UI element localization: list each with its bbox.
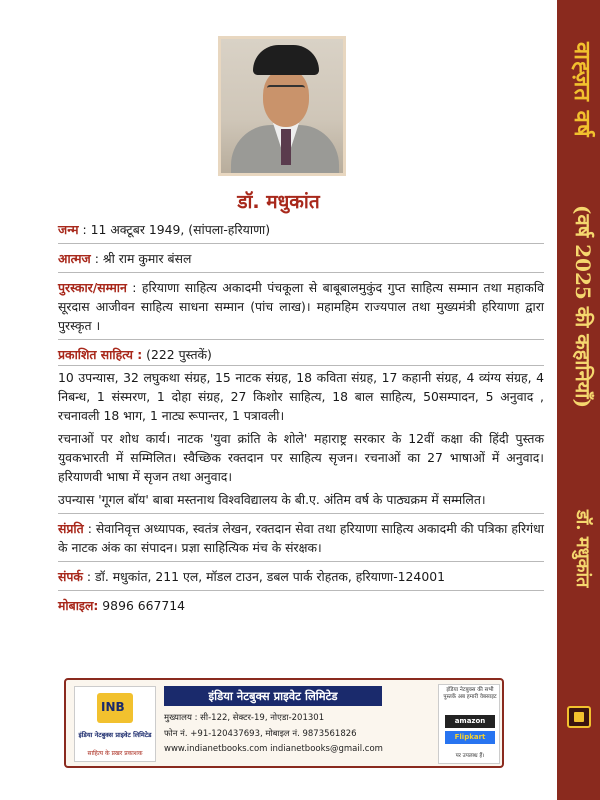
published-list: 10 उपन्यास, 32 लघुकथा संग्रह, 15 नाटक संग्रह, 18 कविता संग्रह, 17 कहानी संग्रह, 4 व्यंग्य संग्रह, 4 निबन्ध, 1 संस्मरण, 1 दोहा संग्रह, 27 किशोर साहित्य, 18 बाल साहित्य, 50सम्पादन, 5 अनुवाद , रचनावली 18 भाग, 1 नाट्य रूपान्तर, 1 पत्रावली। — [58, 370, 544, 423]
novel-paragraph: उपन्यास 'गूगल बॉय' बाबा मस्तनाथ विश्वविद्यालय के बी.ए. अंतिम वर्ष के पाठ्यक्रम में सम्मलित। — [58, 492, 486, 507]
divider — [58, 365, 544, 366]
author-bio — [58, 220, 544, 619]
book-logo-icon — [97, 693, 133, 723]
flipkart-logo: Flipkart — [445, 731, 495, 744]
publisher-logo: INB इंडिया नेटबुक्स प्राइवेट लिमिटेड साहित्य के प्रखर प्रकाशक — [74, 686, 156, 762]
divider — [58, 272, 544, 273]
contact-line: संपर्क : डॉ. मधुकांत, 211 एल, मॉडल टाउन, डबल पार्क रोहतक, हरियाणा-124001 — [58, 569, 445, 584]
store-badge: इंडिया नेटबुक्स की सभी पुस्तकें अब हमारी वेबसाइट amazon Flipkart पर उपलब्ध हैं। — [438, 684, 500, 764]
author-name: डॉ. मधुकांत — [237, 191, 320, 213]
current-line: संप्रति : सेवानिवृत्त अध्यापक, स्वतंत्र लेखन, रक्तदान सेवा तथा हरियाणा साहित्य अकादमी की पत्रिका हरिगंधा के नाटक अंक का संपादन। प्रज्ञा साहित्यिक मंच के संरक्षक। — [58, 521, 544, 555]
birth-line: जन्म : 11 अक्टूबर 1949, (सांपला-हरियाणा) — [58, 222, 271, 237]
author-photo — [218, 36, 346, 176]
publisher-box — [64, 678, 504, 768]
publisher-logo-icon — [567, 706, 591, 728]
spine-author: डॉ. मधुकांत — [572, 510, 593, 588]
publisher-name: इंडिया नेटबुक्स प्राइवेट लिमिटेड — [164, 686, 382, 706]
amazon-logo: amazon — [445, 715, 495, 728]
spine-subtitle: (वर्ष 2025 की कहानियाँ) — [571, 205, 595, 408]
spine-title: वाह्ज़त वर्ष — [569, 42, 595, 138]
parent-line: आत्मज : श्री राम कुमार बंसल — [58, 251, 192, 266]
awards-line: पुरस्कार/सम्मान : हरियाणा साहित्य अकादमी पंचकूला से बाबूबालमुकुंद गुप्त साहित्य सम्मान तथा महाकवि सूरदास आजीवन साहित्य साधना सम्मान (पांच लाख)। महामहिम राज्यपाल तथा मुख्यमंत्री हरियाणा द्वारा पुरस्कृत । — [58, 280, 544, 333]
divider — [58, 243, 544, 244]
divider — [58, 561, 544, 562]
divider — [58, 590, 544, 591]
publisher-phone: फोन नं. +91-120437693, मोबाइल नं. 9873561826 — [164, 729, 357, 739]
research-paragraph: रचनाओं पर शोध कार्य। नाटक 'युवा क्रांति के शोले' महाराष्ट्र सरकार के 12वीं कक्षा की हिंदी पुस्तक युवकभारती में सम्मिलित। स्वैच्छिक रक्तदान पर साहित्य सृजन। रचनाओं का 27 भाषाओं में अनुवाद। हरियाणवी भाषा में सृजन तथा अनुवाद। — [58, 431, 544, 484]
divider — [58, 339, 544, 340]
book-spine — [557, 0, 600, 800]
divider — [58, 513, 544, 514]
published-heading: प्रकाशित साहित्य : (222 पुस्तकें) — [58, 347, 212, 362]
mobile-line: मोबाइल: 9896 667714 — [58, 598, 186, 613]
publisher-address: मुख्यालय : सी-122, सेक्टर-19, नोएडा-201301 — [164, 713, 325, 723]
publisher-web: www.indianetbooks.com indianetbooks@gmail.com — [164, 744, 383, 754]
